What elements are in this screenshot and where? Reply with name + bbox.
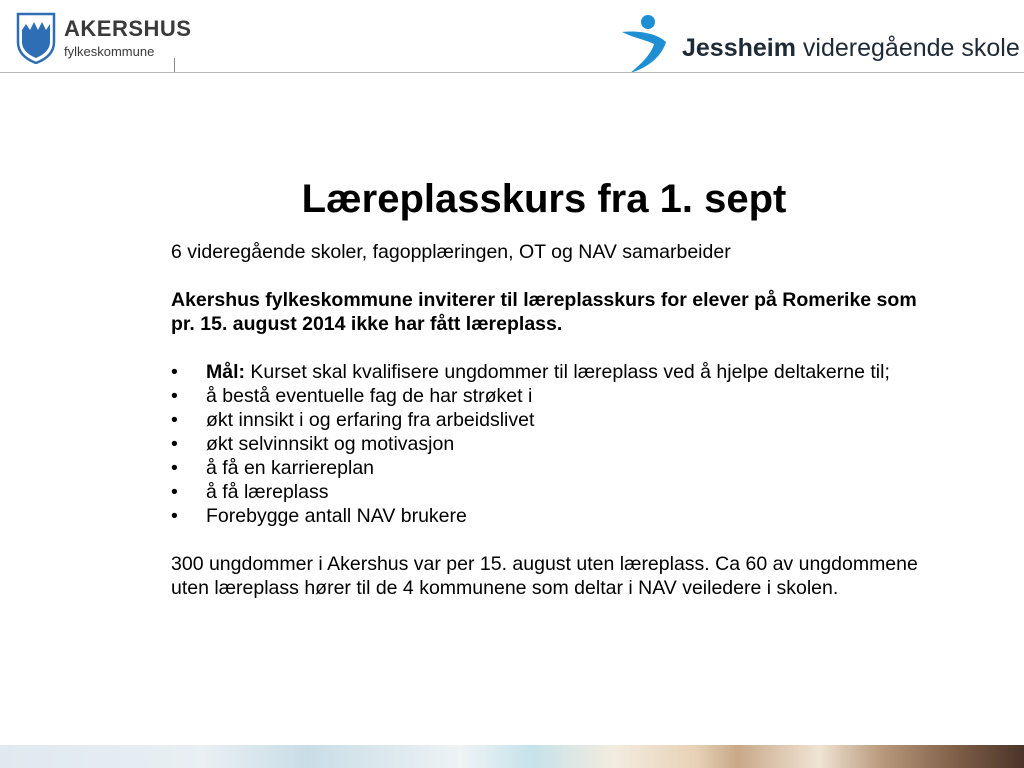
goal-label: Mål: <box>206 361 245 383</box>
list-item-text: økt innsikt i og erfaring fra arbeidslivet <box>206 409 535 431</box>
footer-photo-strip <box>0 745 1024 768</box>
slide-content <box>171 240 941 600</box>
logo-divider-tick <box>174 58 175 72</box>
bullet-dot: • <box>171 361 178 383</box>
bullet-dot: • <box>171 433 178 455</box>
list-item <box>171 384 941 408</box>
invitation-text: Akershus fylkeskommune inviterer til læreplasskurs for elever på Romerike som pr. 15. august 2014 ikke har fått læreplass. <box>171 289 917 335</box>
jessheim-logo <box>618 12 1020 74</box>
bullet-dot: • <box>171 385 178 407</box>
closing-text: 300 ungdommer i Akershus var per 15. august uten læreplass. Ca 60 av ungdommene uten læreplass hører til de 4 kommunene som deltar i NAV veiledere i skolen. <box>171 553 918 599</box>
bullet-dot: • <box>171 409 178 431</box>
jessheim-name-rest: videregående skole <box>795 34 1020 62</box>
spacer <box>171 528 941 552</box>
akershus-brand-subname: fylkeskommune <box>64 44 155 59</box>
goal-list <box>171 360 941 528</box>
list-item-text: å få læreplass <box>206 481 329 503</box>
bullet-dot: • <box>171 505 178 527</box>
akershus-logo <box>16 12 192 72</box>
jessheim-figure-icon <box>618 12 674 74</box>
list-item <box>171 456 941 480</box>
list-item <box>171 480 941 504</box>
goal-item <box>171 360 941 384</box>
header-divider <box>0 72 1024 73</box>
list-item-text: å bestå eventuelle fag de har strøket i <box>206 385 533 407</box>
list-item-text: økt selvinnsikt og motivasjon <box>206 433 455 455</box>
slide-title: Læreplasskurs fra 1. sept <box>301 176 787 221</box>
bullet-dot: • <box>171 457 178 479</box>
bullet-dot: • <box>171 481 178 503</box>
intro-text: 6 videregående skoler, fagopplæringen, OT og NAV samarbeider <box>171 241 731 263</box>
jessheim-school-name <box>682 34 1020 63</box>
spacer <box>171 264 941 288</box>
akershus-shield-icon <box>16 12 56 64</box>
list-item-text: Forebygge antall NAV brukere <box>206 505 467 527</box>
list-item <box>171 432 941 456</box>
list-item-text: å få en karriereplan <box>206 457 375 479</box>
akershus-brand-name: AKERSHUS <box>64 16 192 41</box>
jessheim-name-bold: Jessheim <box>682 34 796 62</box>
list-item <box>171 408 941 432</box>
list-item <box>171 504 941 528</box>
goal-text: Kurset skal kvalifisere ungdommer til læreplass ved å hjelpe deltakerne til; <box>245 361 890 383</box>
spacer <box>171 336 941 360</box>
